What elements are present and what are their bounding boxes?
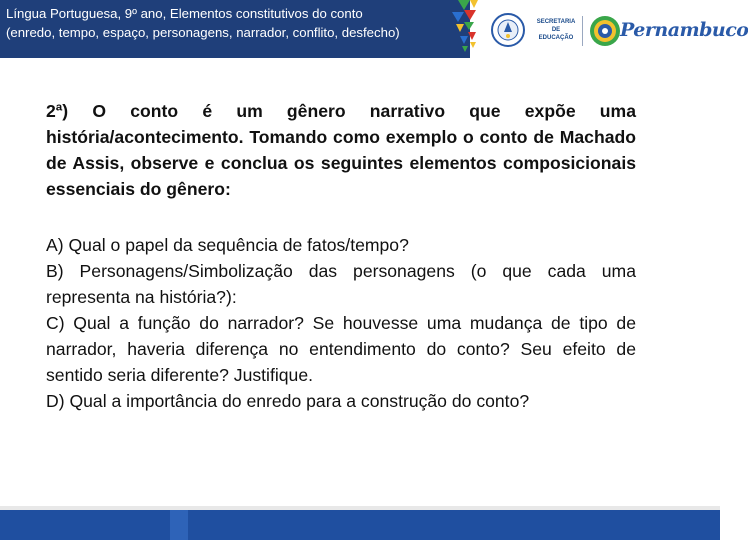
logo-divider: [582, 16, 583, 46]
education-seal-icon: [490, 12, 526, 48]
footer-accent: [0, 510, 170, 540]
item-c: C) Qual a função do narrador? Se houvesse uma mudança de tipo de narrador, haveria diferença no entendimento do conto? Seu efeito de sentido seria diferente? Justifique.: [46, 313, 636, 385]
government-logos: [490, 12, 748, 50]
title-line-2: (enredo, tempo, espaço, personagens, narrador, conflito, desfecho): [6, 25, 400, 40]
item-a: A) Qual o papel da sequência de fatos/tempo?: [46, 235, 409, 255]
decorative-triangles-icon: [418, 0, 478, 58]
title-banner: [0, 0, 470, 58]
footer-band: [0, 506, 720, 540]
question-text: 2ª) O conto é um gênero narrativo que expõe uma história/acontecimento. Tomando como exemplo o conto de Machado de Assis, observe e conclua os seguintes elementos composicionais essenciais do gênero:: [46, 101, 636, 199]
header: [0, 0, 748, 68]
pernambuco-logo: Pernambuco: [620, 19, 748, 41]
question-items: [46, 232, 636, 414]
pernambuco-seal-icon: [588, 14, 622, 48]
item-d: D) Qual a importância do enredo para a construção do conto?: [46, 391, 530, 411]
secretaria-label: SECRETARIA DE EDUCAÇÃO: [536, 19, 576, 41]
footer-accent-light: [170, 510, 188, 540]
item-b: B) Personagens/Simbolização das personagens (o que cada uma representa na história?):: [46, 261, 636, 307]
title-line-1: Língua Portuguesa, 9º ano, Elementos constitutivos do conto: [6, 6, 363, 21]
